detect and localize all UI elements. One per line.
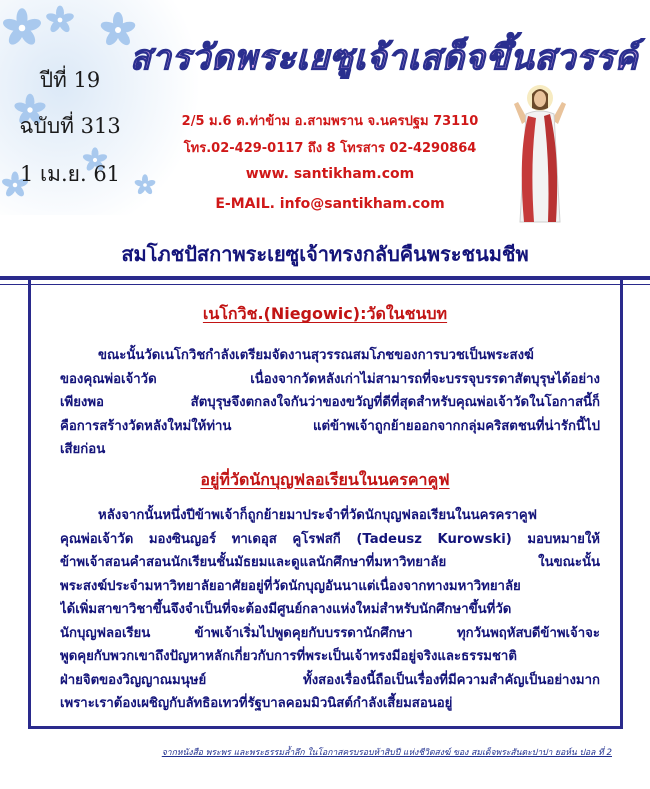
section-title-st-florian: อยู่ที่วัดนักบุญฟลอเรียนในนครคาคูฟ <box>200 470 450 489</box>
paragraph-line: ฝ่ายจิตของวิญญาณมนุษย์ ทั้งสองเรื่องนี้ถือเป็นเรื่องที่มีความสำคัญเป็นอย่างมาก <box>60 672 600 688</box>
left-rule <box>28 276 31 726</box>
paragraph-line: เพียงพอ สัตบุรุษจึงตกลงใจกันว่าของขวัญที่ดีที่สุดสำหรับคุณพ่อเจ้าวัดในโอกาสนี้ก็ <box>60 395 600 410</box>
headline: สมโภชปัสกาพระเยซูเจ้าทรงกลับคืนพระชนมชีพ <box>121 242 529 266</box>
paragraph-line: ข้าพเจ้าสอนคำสอนนักเรียนชั้นมัธยมและดูแลนักศึกษาที่มหาวิทยาลัย ในขณะนั้น <box>60 555 600 570</box>
website: www. santikham.com <box>245 166 415 182</box>
paragraph-line: คือการสร้างวัดหลังใหม่ให้ท่าน แต่ข้าพเจ้าถูกย้ายออกจากกลุ่มคริสตชนที่น่ารักนี้ไป <box>60 418 600 434</box>
issue-number: ฉบับที่ 313 <box>19 114 121 138</box>
paragraph-line: ขณะนั้นวัดเนโกวิชกำลังเตรียมจัดงานสุวรรณสมโภชของการบวชเป็นพระสงฆ์ <box>98 348 534 363</box>
newsletter-title: สารวัดพระเยซูเจ้าเสด็จขึ้นสวรรค์ <box>130 38 639 78</box>
paragraph-line: นักบุญฟลอเรียน ข้าพเจ้าเริ่มไปพูดคุยกับบรรดานักศึกษา ทุกวันพฤหัสบดีข้าพเจ้าจะ <box>60 625 600 641</box>
paragraph-line: ได้เพิ่มสาขาวิชาขึ้นจึงจำเป็นที่จะต้องมีศูนย์กลางแห่งใหม่สำหรับนักศึกษาขึ้นที่วัด <box>60 602 512 617</box>
paragraph-niegowic <box>60 344 600 462</box>
paragraph-line: เพราะเราต้องเผชิญกับลัทธิอเทวที่รัฐบาลคอมมิวนิสต์กำลังเสี้ยมสอนอยู่ <box>60 696 453 711</box>
section-title-niegowic: เนโกวิช.(Niegowic):วัดในชนบท <box>202 304 448 323</box>
bottom-rule <box>28 726 623 729</box>
paragraph-line: ของคุณพ่อเจ้าวัด เนื่องจากวัดหลังเก่าไม่สามารถที่จะบรรจุบรรดาสัตบุรุษได้อย่าง <box>60 371 600 387</box>
top-rule-thin <box>0 284 650 285</box>
paragraph-line: เสียก่อน <box>60 442 106 457</box>
email: E-MAIL. info@santikham.com <box>215 196 445 212</box>
paragraph-line: คุณพ่อเจ้าวัด มองซินญอร์ ทาเดอุส คูโรฟสกี (Tadeusz Kurowski) มอบหมายให้ <box>60 531 600 547</box>
paragraph-line: หลังจากนั้นหนึ่งปีข้าพเจ้าก็ถูกย้ายมาประจำที่วัดนักบุญฟลอเรียนในนครคราคูฟ <box>98 508 537 523</box>
address: 2/5 ม.6 ต.ท่าข้าม อ.สามพราน จ.นครปฐม 73110 <box>181 114 479 129</box>
phone-fax: โทร.02-429-0117 ถึง 8 โทรสาร 02-4290864 <box>183 141 477 156</box>
right-rule <box>620 276 623 726</box>
volume-number: ปีที่ 19 <box>39 68 101 92</box>
issue-date: 1 เม.ย. 61 <box>19 162 121 186</box>
source-citation: จากหนังสือ พระพร และพระธรรมล้ำลึก ในโอกาสครบรอบห้าสิบปี แห่งชีวิตสงฆ์ ของ สมเด็จพระสันตะปาปา ยอห์น ปอล ที่ 2 <box>161 748 612 758</box>
paragraph-line: พระสงฆ์ประจำมหาวิทยาลัยอาศัยอยู่ที่วัดนักบุญอันนาแต่เนื่องจากทางมหาวิทยาลัย <box>60 578 521 594</box>
paragraph-st-florian <box>60 504 600 716</box>
jesus-illustration <box>510 84 570 226</box>
paragraph-line: พูดคุยกับพวกเขาถึงปัญหาหลักเกี่ยวกับการที่พระเป็นเจ้าทรงมีอยู่จริงและธรรมชาติ <box>60 649 517 664</box>
top-rule <box>0 276 650 280</box>
